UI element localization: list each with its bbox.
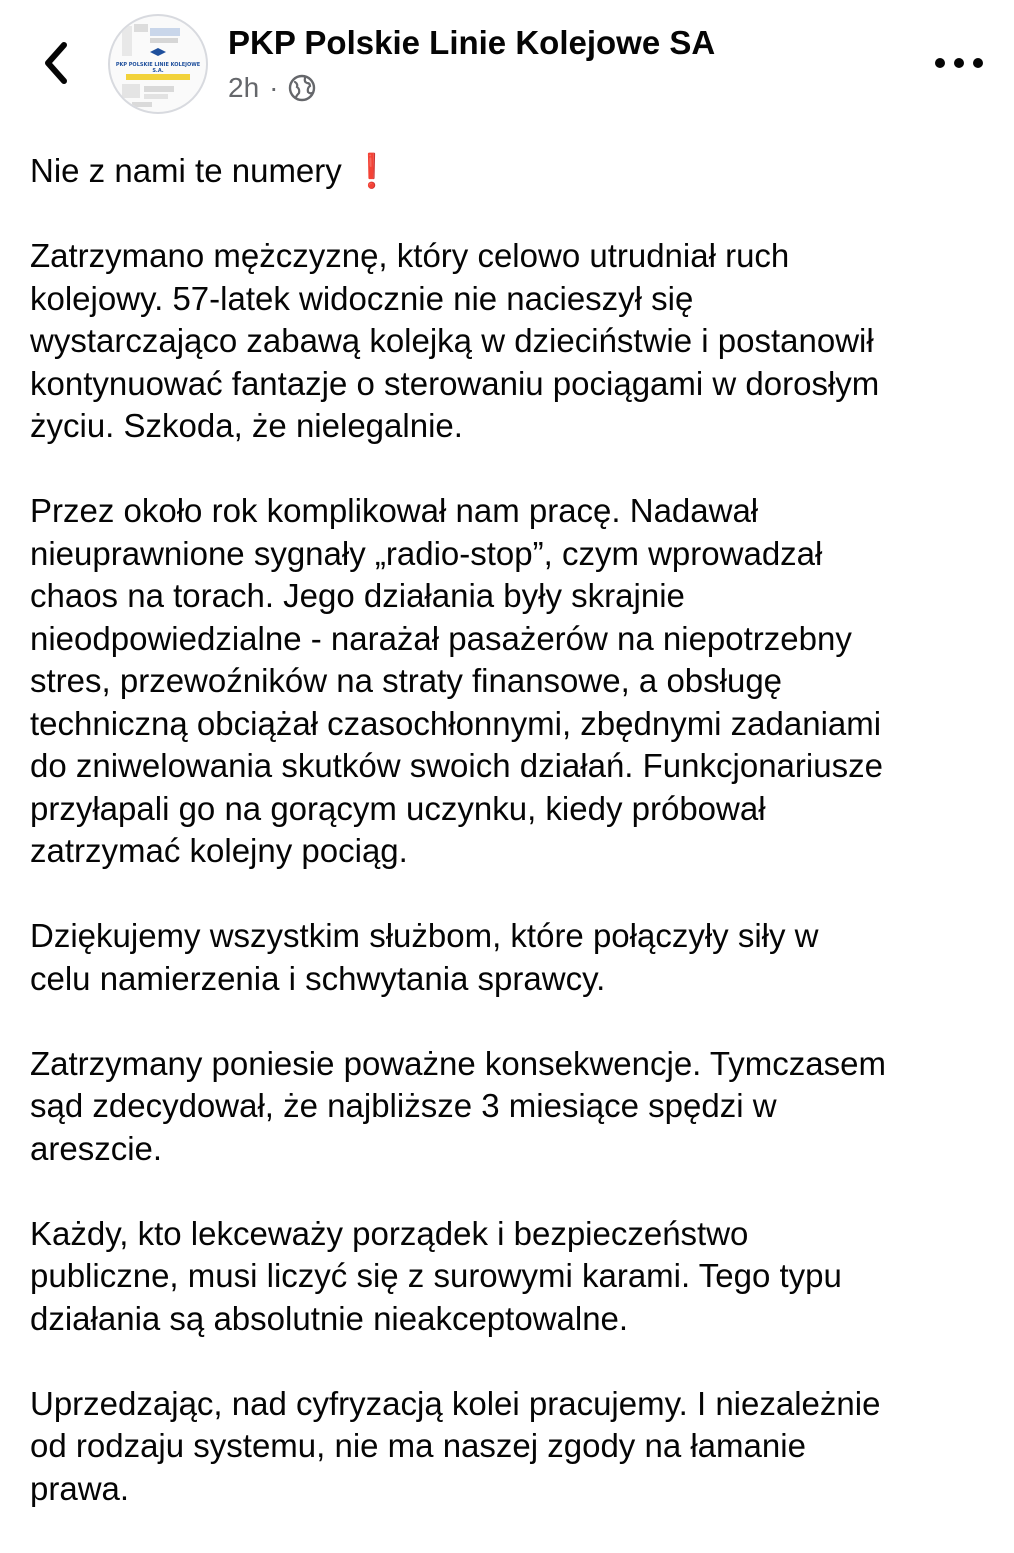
avatar-logo-text: PKP POLSKIE LINIE KOLEJOWE S.A.	[115, 62, 201, 74]
post-paragraph: Zatrzymano mężczyznę, który celowo utrudniał ruch kolejowy. 57-latek widocznie nie nacieszył się wystarczająco zabawą kolejką w dzieciństwie i postanowił kontynuować fantazje o sterowaniu pociągami w dorosłym życiu. Szkoda, że nielegalnie.	[30, 237, 880, 444]
post-time[interactable]: 2h	[228, 72, 260, 103]
post-paragraph: Zatrzymany poniesie poważne konsekwencje. Tymczasem sąd zdecydował, że najbliższe 3 miesiące spędzi w areszcie.	[30, 1044, 886, 1167]
post-meta	[228, 70, 316, 106]
more-horizontal-icon	[934, 57, 984, 69]
more-options-button[interactable]	[924, 40, 994, 86]
globe-icon	[288, 74, 316, 102]
page-avatar[interactable]	[108, 14, 208, 114]
exclamation-emoji: ❗	[350, 151, 393, 190]
post-paragraph: Dziękujemy wszystkim służbom, które połączyły siły w celu namierzenia i schwytania sprawcy.	[30, 917, 819, 997]
post-text	[30, 150, 990, 1553]
post-title-line	[30, 150, 990, 193]
post-paragraph: Przez około rok komplikował nam pracę. Nadawał nieuprawnione sygnały „radio-stop”, czym wprowadzał chaos na torach. Jego działania były skrajnie nieodpowiedzialne - narażał pasażerów na niepotrzebny stres, przewoźników na straty finansowe, a obsługę techniczną obciążał czasochłonnymi, zbędnymi zadaniami do zniwelowania skutków swoich działań. Funkcjonariusze przyłapali go na gorącym uczynku, kiedy próbował zatrzymać kolejny pociąg.	[30, 492, 883, 869]
post-paragraph: Każdy, kto lekceważy porządek i bezpieczeństwo publiczne, musi liczyć się z surowymi karami. Tego typu działania są absolutnie nieakceptowalne.	[30, 1214, 842, 1337]
back-button[interactable]	[30, 38, 80, 88]
meta-separator: ·	[269, 72, 279, 103]
page-name[interactable]: PKP Polskie Linie Kolejowe SA	[228, 24, 716, 61]
post-header	[0, 0, 1014, 120]
chevron-left-icon	[40, 41, 70, 85]
post-title-text: Nie z nami te numery	[30, 152, 342, 189]
post-paragraph: Uprzedzając, nad cyfryzacją kolei pracujemy. I niezależnie od rodzaju systemu, nie ma naszej zgody na łamanie prawa.	[30, 1384, 881, 1507]
